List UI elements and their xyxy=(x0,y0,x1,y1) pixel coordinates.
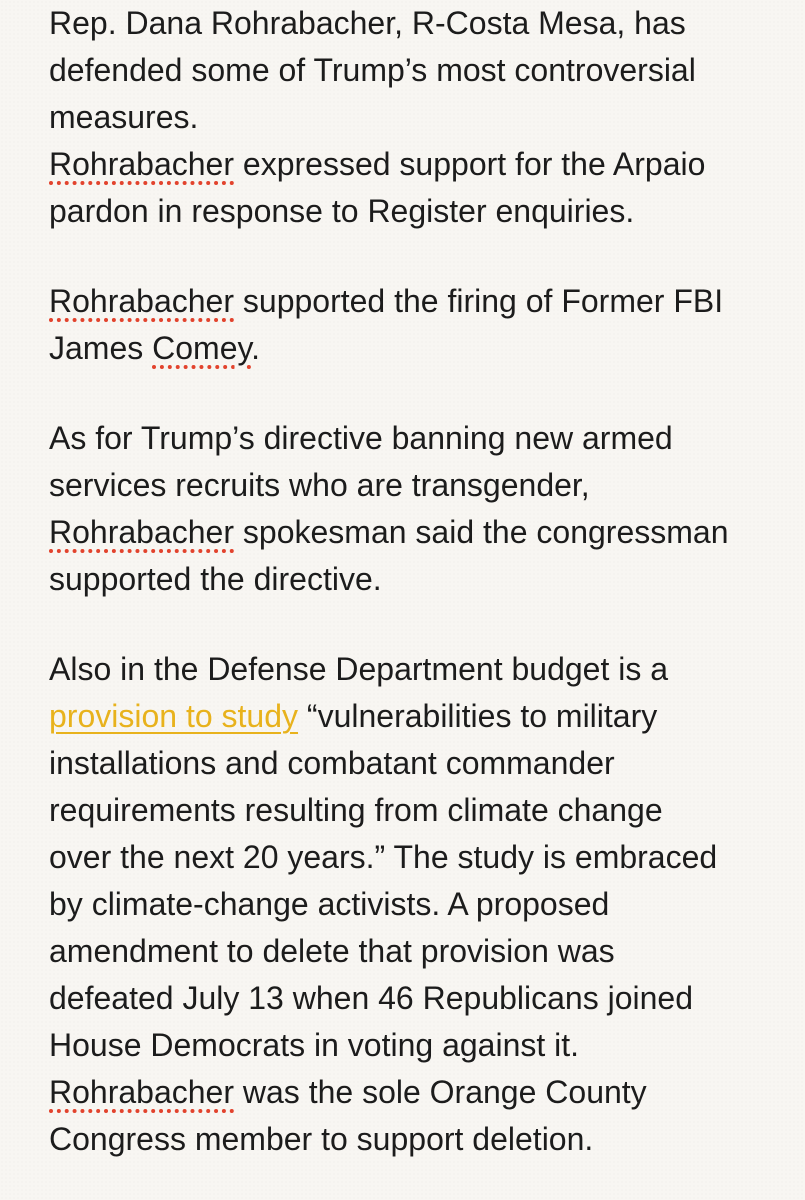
text-fragment: . xyxy=(251,330,261,366)
text-line xyxy=(49,693,769,740)
text-fragment: supported the firing of Former FBI xyxy=(234,283,724,319)
text-line xyxy=(49,325,769,372)
text-fragment: “vulnerabilities to military xyxy=(298,698,658,734)
text-line: supported the directive. xyxy=(49,561,382,597)
text-fragment: James xyxy=(49,330,153,366)
note-body[interactable] xyxy=(49,0,769,1163)
text-fragment: spokesman said the congressman xyxy=(234,514,729,550)
paragraph-gap xyxy=(49,235,769,278)
text-fragment: was the sole Orange County xyxy=(234,1074,647,1110)
paragraph-gap xyxy=(49,372,769,415)
text-line xyxy=(49,1069,769,1116)
text-line xyxy=(49,141,769,188)
misspelled-word[interactable]: Rohrabacher xyxy=(49,283,234,319)
text-line: amendment to delete that provision was xyxy=(49,933,615,969)
text-fragment: expressed support for the Arpaio xyxy=(234,146,706,182)
text-line: measures. xyxy=(49,99,199,135)
paragraph-3 xyxy=(49,415,769,603)
text-line: over the next 20 years.” The study is embraced xyxy=(49,839,718,875)
misspelled-word[interactable]: Comey xyxy=(152,330,252,366)
text-line: House Democrats in voting against it. xyxy=(49,1027,580,1063)
text-line xyxy=(49,278,769,325)
misspelled-word[interactable]: Rohrabacher xyxy=(49,1074,234,1110)
text-line: Rep. Dana Rohrabacher, R-Costa Mesa, has xyxy=(49,5,686,41)
text-line: requirements resulting from climate change xyxy=(49,792,663,828)
text-line: installations and combatant commander xyxy=(49,745,615,781)
misspelled-word[interactable]: Rohrabacher xyxy=(49,146,234,182)
text-line: services recruits who are transgender, xyxy=(49,467,590,503)
text-line: pardon in response to Register enquiries. xyxy=(49,193,635,229)
text-line xyxy=(49,509,769,556)
text-line: As for Trump’s directive banning new armed xyxy=(49,420,673,456)
provision-link[interactable]: provision to study xyxy=(49,698,299,734)
text-line: defended some of Trump’s most controversial xyxy=(49,52,696,88)
paragraph-1 xyxy=(49,0,769,235)
text-line: by climate-change activists. A proposed xyxy=(49,886,610,922)
misspelled-word[interactable]: Rohrabacher xyxy=(49,514,234,550)
paragraph-4 xyxy=(49,646,769,1163)
text-line: defeated July 13 when 46 Republicans joined xyxy=(49,980,694,1016)
text-line: Also in the Defense Department budget is a xyxy=(49,651,669,687)
paragraph-gap xyxy=(49,603,769,646)
text-line: Congress member to support deletion. xyxy=(49,1121,594,1157)
paragraph-2 xyxy=(49,278,769,372)
